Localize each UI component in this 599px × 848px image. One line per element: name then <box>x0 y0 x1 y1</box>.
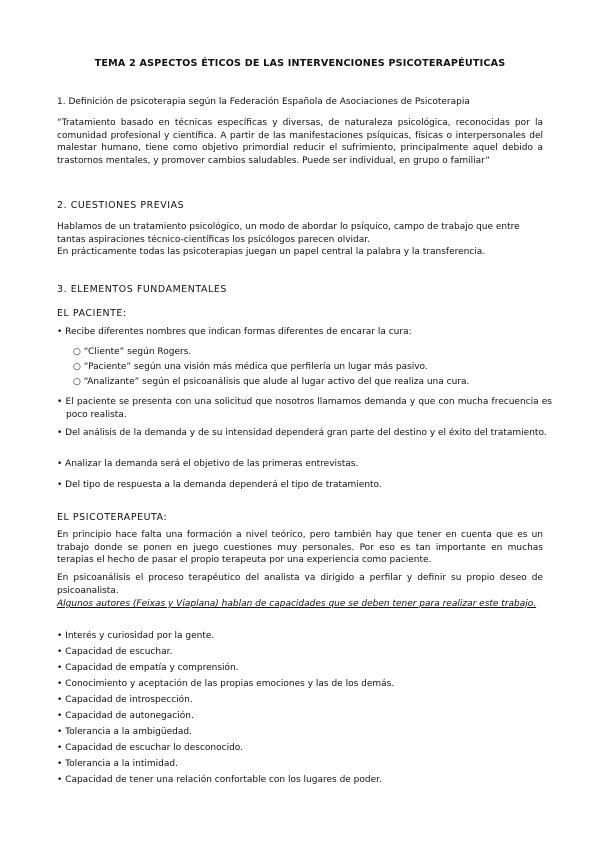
section2-paragraph-2: En prácticamente todas las psicoterapias juegan un papel central la palabra y la transferencia. <box>57 247 486 257</box>
capacidad-item: • Capacidad de autonegación. <box>57 711 194 721</box>
capacidad-item: • Capacidad de tener una relación confortable con los lugares de poder. <box>57 775 382 785</box>
paciente-bullet-4: • Analizar la demanda será el objetivo de las primeras entrevistas. <box>57 459 359 469</box>
section2-paragraph-1: Hablamos de un tratamiento psicológico, un modo de abordar lo psíquico, campo de trabajo que entre tantas aspiraciones técnico-científicas los psicólogos parecen olvidar. <box>57 222 520 245</box>
definition-quote: “Tratamiento basado en técnicas específicas y diversas, de naturaleza psicológica, reconocidas por la comunidad profesional y científica. A partir de las manifestaciones psíquicas, físicas o interpersonales del malestar humano, tiene como objetivo primordial reducir el sufrimiento, principalmente aquel debido a trastornos mentales, y promover cambios saludables. Puede ser individual, en grupo o familiar” <box>57 118 543 166</box>
capacidades-intro: Algunos autores (Feixas y Viaplana) hablan de capacidades que se deben tener para realizar este trabajo. <box>57 599 537 609</box>
section2-heading: 2. CUESTIONES PREVIAS <box>57 200 185 211</box>
capacidad-item: • Tolerancia a la ambigüedad. <box>57 727 192 737</box>
paciente-bullet-2: • El paciente se presenta con una solicitud que nosotros llamamos demanda y que con mucha frecuencia es poco realista. <box>57 397 552 420</box>
capacidad-item: • Capacidad de introspección. <box>57 695 193 705</box>
document-title: TEMA 2 ASPECTOS ÉTICOS DE LAS INTERVENCIONES PSICOTERAPÉUTICAS <box>94 58 506 69</box>
paciente-bullet-3: • Del análisis de la demanda y de su intensidad dependerá gran parte del destino y el éxito del tratamiento. <box>57 428 547 438</box>
capacidad-item: • Capacidad de escuchar. <box>57 647 173 657</box>
capacidad-item: • Interés y curiosidad por la gente. <box>57 631 215 641</box>
capacidad-item: • Capacidad de empatía y comprensión. <box>57 663 239 673</box>
psicoterapeuta-paragraph-2: En psicoanálisis el proceso terapéutico del analista va dirigido a perfilar y definir su propio deseo de psicoanalista. <box>57 573 543 596</box>
psicoterapeuta-subheading: EL PSICOTERAPEUTA: <box>57 512 168 523</box>
paciente-subitem-3: ○ “Analizante” según el psicoanálisis que alude al lugar activo del que realiza una cura. <box>73 377 470 387</box>
paciente-subitem-1: ○ “Cliente” según Rogers. <box>73 347 192 357</box>
paciente-bullet-1: • Recibe diferentes nombres que indican formas diferentes de encarar la cura: <box>57 327 412 337</box>
section3-heading: 3. ELEMENTOS FUNDAMENTALES <box>57 284 227 295</box>
section1-heading: 1. Definición de psicoterapia según la Federación Española de Asociaciones de Psicoterapia <box>57 97 470 107</box>
capacidad-item: • Capacidad de escuchar lo desconocido. <box>57 743 244 753</box>
paciente-bullet-5: • Del tipo de respuesta a la demanda dependerá el tipo de tratamiento. <box>57 480 382 490</box>
psicoterapeuta-paragraph-1: En principio hace falta una formación a nivel teórico, pero también hay que tener en cuenta que es un trabajo donde se ponen en juego cuestiones muy personales. Por eso es tan importante en muchas terapias el hecho de pasar el propio terapeuta por una experiencia como paciente. <box>57 530 543 566</box>
capacidad-item: • Conocimiento y aceptación de las propias emociones y las de los demás. <box>57 679 395 689</box>
capacidad-item: • Tolerancia a la intimidad. <box>57 759 178 769</box>
paciente-subitem-2: ○ “Paciente” según una visión más médica que perfilería un lugar más pasivo. <box>73 362 428 372</box>
paciente-subheading: EL PACIENTE: <box>57 308 127 319</box>
